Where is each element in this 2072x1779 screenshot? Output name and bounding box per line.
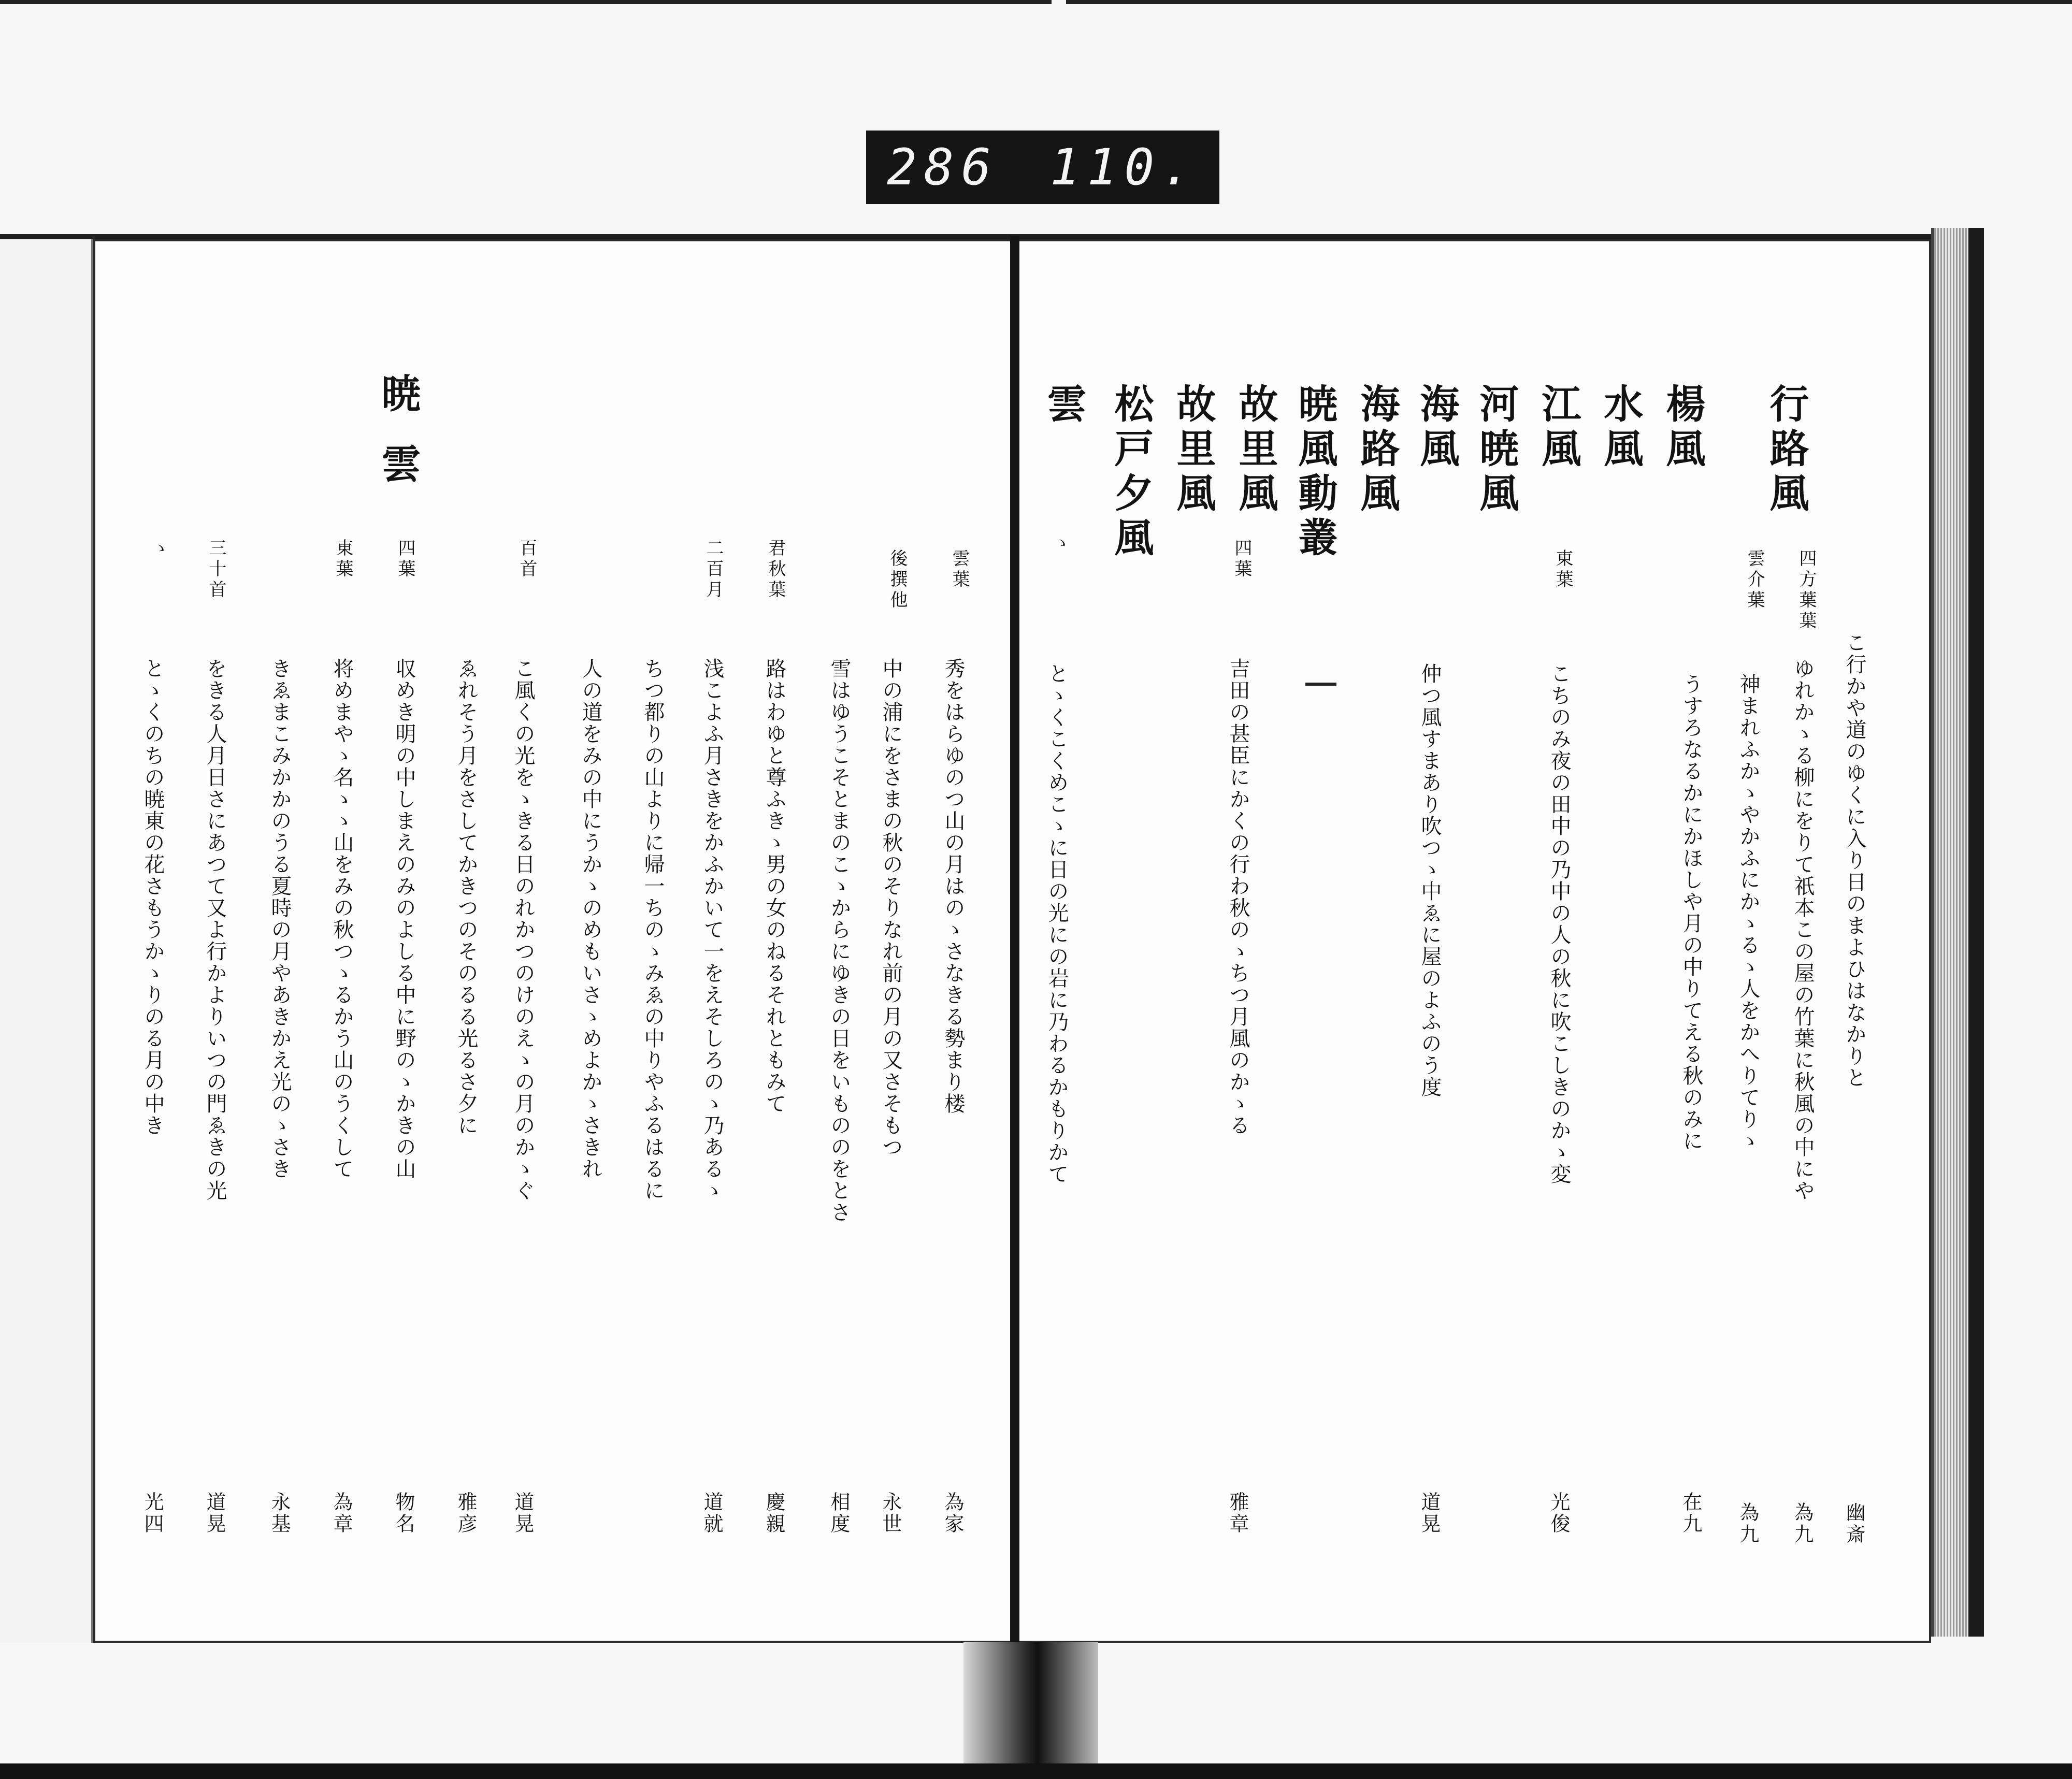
left-poet-1: 為家 [941,1492,964,1535]
right-author-8: 四葉 [1231,539,1252,580]
left-author-4: 君秋葉 [765,539,786,601]
left-verse-7: 人の道をみの中にうかゝのめもいさゝめよかゝさきれ [579,658,602,1180]
right-verse-4: うすろなるかにかほしや月の中りてえる秋のみに [1679,673,1703,1152]
heading-yanagi-fu: 楊風 [1660,383,1706,472]
gutter-shadow [963,1642,1098,1763]
left-verse-10: 収めき明の中しまえのみのよしる中に野のゝかきの山 [392,658,416,1180]
left-verse-6: ちつ都りの山よりに帰一ちのゝみゑの中りやふるはるに [641,658,665,1202]
heading-matsudo-yufu: 松戸夕風 [1108,383,1154,561]
left-poet-5: 道就 [700,1492,723,1535]
reel-number: 286 [887,138,999,196]
heading-kagyo-fu: 河暁風 [1473,383,1519,517]
left-author-13: 三十首 [206,539,226,601]
left-verse-9: ゑれそう月をさしてかきつのそのるる光るさ夕に [454,658,478,1136]
left-author-1: 雲葉 [949,549,970,590]
right-poet-2: 為九 [1791,1502,1814,1545]
left-verse-12: きゑまこみかかのうる夏時の月やあきかえ光のゝさき [268,658,292,1180]
ink-mark [1305,683,1336,686]
left-author-2: 後撰他 [887,549,908,611]
book-spine [1010,236,1019,1644]
left-verse-11: 将めまやゝ名ゝゝ山をみの秋つゝるかう山のうくして [330,658,354,1180]
left-author-10: 四葉 [395,539,415,580]
left-verse-4: 路はわゆと尊ふきゝ男の女のねるそれともみて [762,658,786,1115]
left-poet-14: 光四 [141,1492,164,1535]
right-poet-5: 光俊 [1547,1492,1570,1535]
heading-koro-fu: 行路風 [1763,383,1809,517]
right-poet-1: 幽斎 [1843,1502,1865,1545]
left-author-5: 二百月 [703,539,724,601]
bottom-border [0,1763,2072,1779]
right-verse-3: 神まれふかゝやかふにかゝるゝ人をかへりてりゝ [1736,673,1760,1152]
frame-number: 110. [1049,138,1199,196]
top-border [0,0,2072,4]
left-author-8: 百首 [516,539,537,580]
right-author-7: ゝ [1050,533,1071,551]
left-margin [0,239,93,1643]
left-verse-13: をきる人月日さにあつて又よ行かよりいつの門ゑきの光 [203,658,227,1202]
left-poet-2: 永世 [879,1492,902,1535]
book-cover-edge [1968,228,1984,1637]
left-verse-2: 中の浦にをさまの秋のそりなれ前の月の又さそもつ [879,658,903,1158]
left-poet-10: 物名 [392,1492,415,1535]
heading-gyoun: 暁雲 [375,373,421,514]
left-verse-3: 雪はゆうこそとまのこゝからにゆきの日をいもののをとさ [827,658,851,1223]
right-verse-5: こちのみ夜の田中の乃中の人の秋に吹こしきのかゝ変 [1547,663,1571,1185]
right-verse-1: こ行かや道のゆくに入り日のまよひはなかりと [1843,632,1866,1089]
right-poet-3: 為九 [1736,1502,1759,1545]
right-author-3: 雲介葉 [1744,549,1765,611]
heading-kai-fu: 海風 [1414,383,1460,472]
left-verse-5: 浅こよふ月さきをかふかいて一をえそしろのゝ乃あるゝ [700,658,724,1202]
heading-kori-fu-2: 故里風 [1170,383,1216,517]
heading-kumo: 雲 [1041,383,1087,428]
left-poet-3: 相度 [827,1492,850,1535]
heading-ko-fu: 江風 [1535,383,1581,472]
right-poet-6: 道晃 [1418,1492,1441,1535]
right-poet-4: 在九 [1679,1492,1702,1535]
heading-gyofu-dosou: 暁風動叢 [1292,383,1338,561]
heading-sui-fu: 水風 [1598,383,1644,472]
heading-kori-fu: 故里風 [1232,383,1278,517]
right-verse-9: とゝくこくめこゝに日の光にの岩に乃わるかもりかて [1045,663,1069,1185]
left-poet-9: 雅彦 [454,1492,477,1535]
heading-kairo-fu: 海路風 [1354,383,1400,517]
right-verse-6: 仲つ風すまあり吹つゝ中ゑに屋のよふのう度 [1418,663,1442,1098]
left-poet-11: 為章 [330,1492,353,1535]
left-author-14: ゝ [149,539,169,556]
left-poet-13: 道晃 [203,1492,226,1535]
left-poet-8: 道晃 [511,1492,534,1535]
left-page [93,239,1010,1643]
right-verse-8: 吉田の甚臣にかくの行わ秋のゝちつ月風のかゝる [1226,658,1250,1136]
left-author-11: 東葉 [333,539,353,580]
right-poet-8: 雅章 [1226,1492,1249,1535]
left-verse-14: とゝくのちの暁東の花さもうかゝりのる月の中き [141,658,165,1136]
left-poet-4: 慶親 [762,1492,785,1535]
right-author-2: 四方葉葉 [1796,549,1817,632]
right-author-5: 東葉 [1552,549,1573,590]
left-verse-1: 秀をはらゆのつ山の月はのゝさなきる勢まり楼 [941,658,965,1115]
frame-number-label [866,131,1219,204]
left-verse-8: こ風くの光をゝきる日のれかつのけのえゝの月のかゝぐ [511,658,535,1202]
right-verse-2: ゆれかゝる柳にをりて祇本この屋の竹葉に秋風の中にや [1791,658,1815,1202]
left-poet-12: 永基 [268,1492,291,1535]
